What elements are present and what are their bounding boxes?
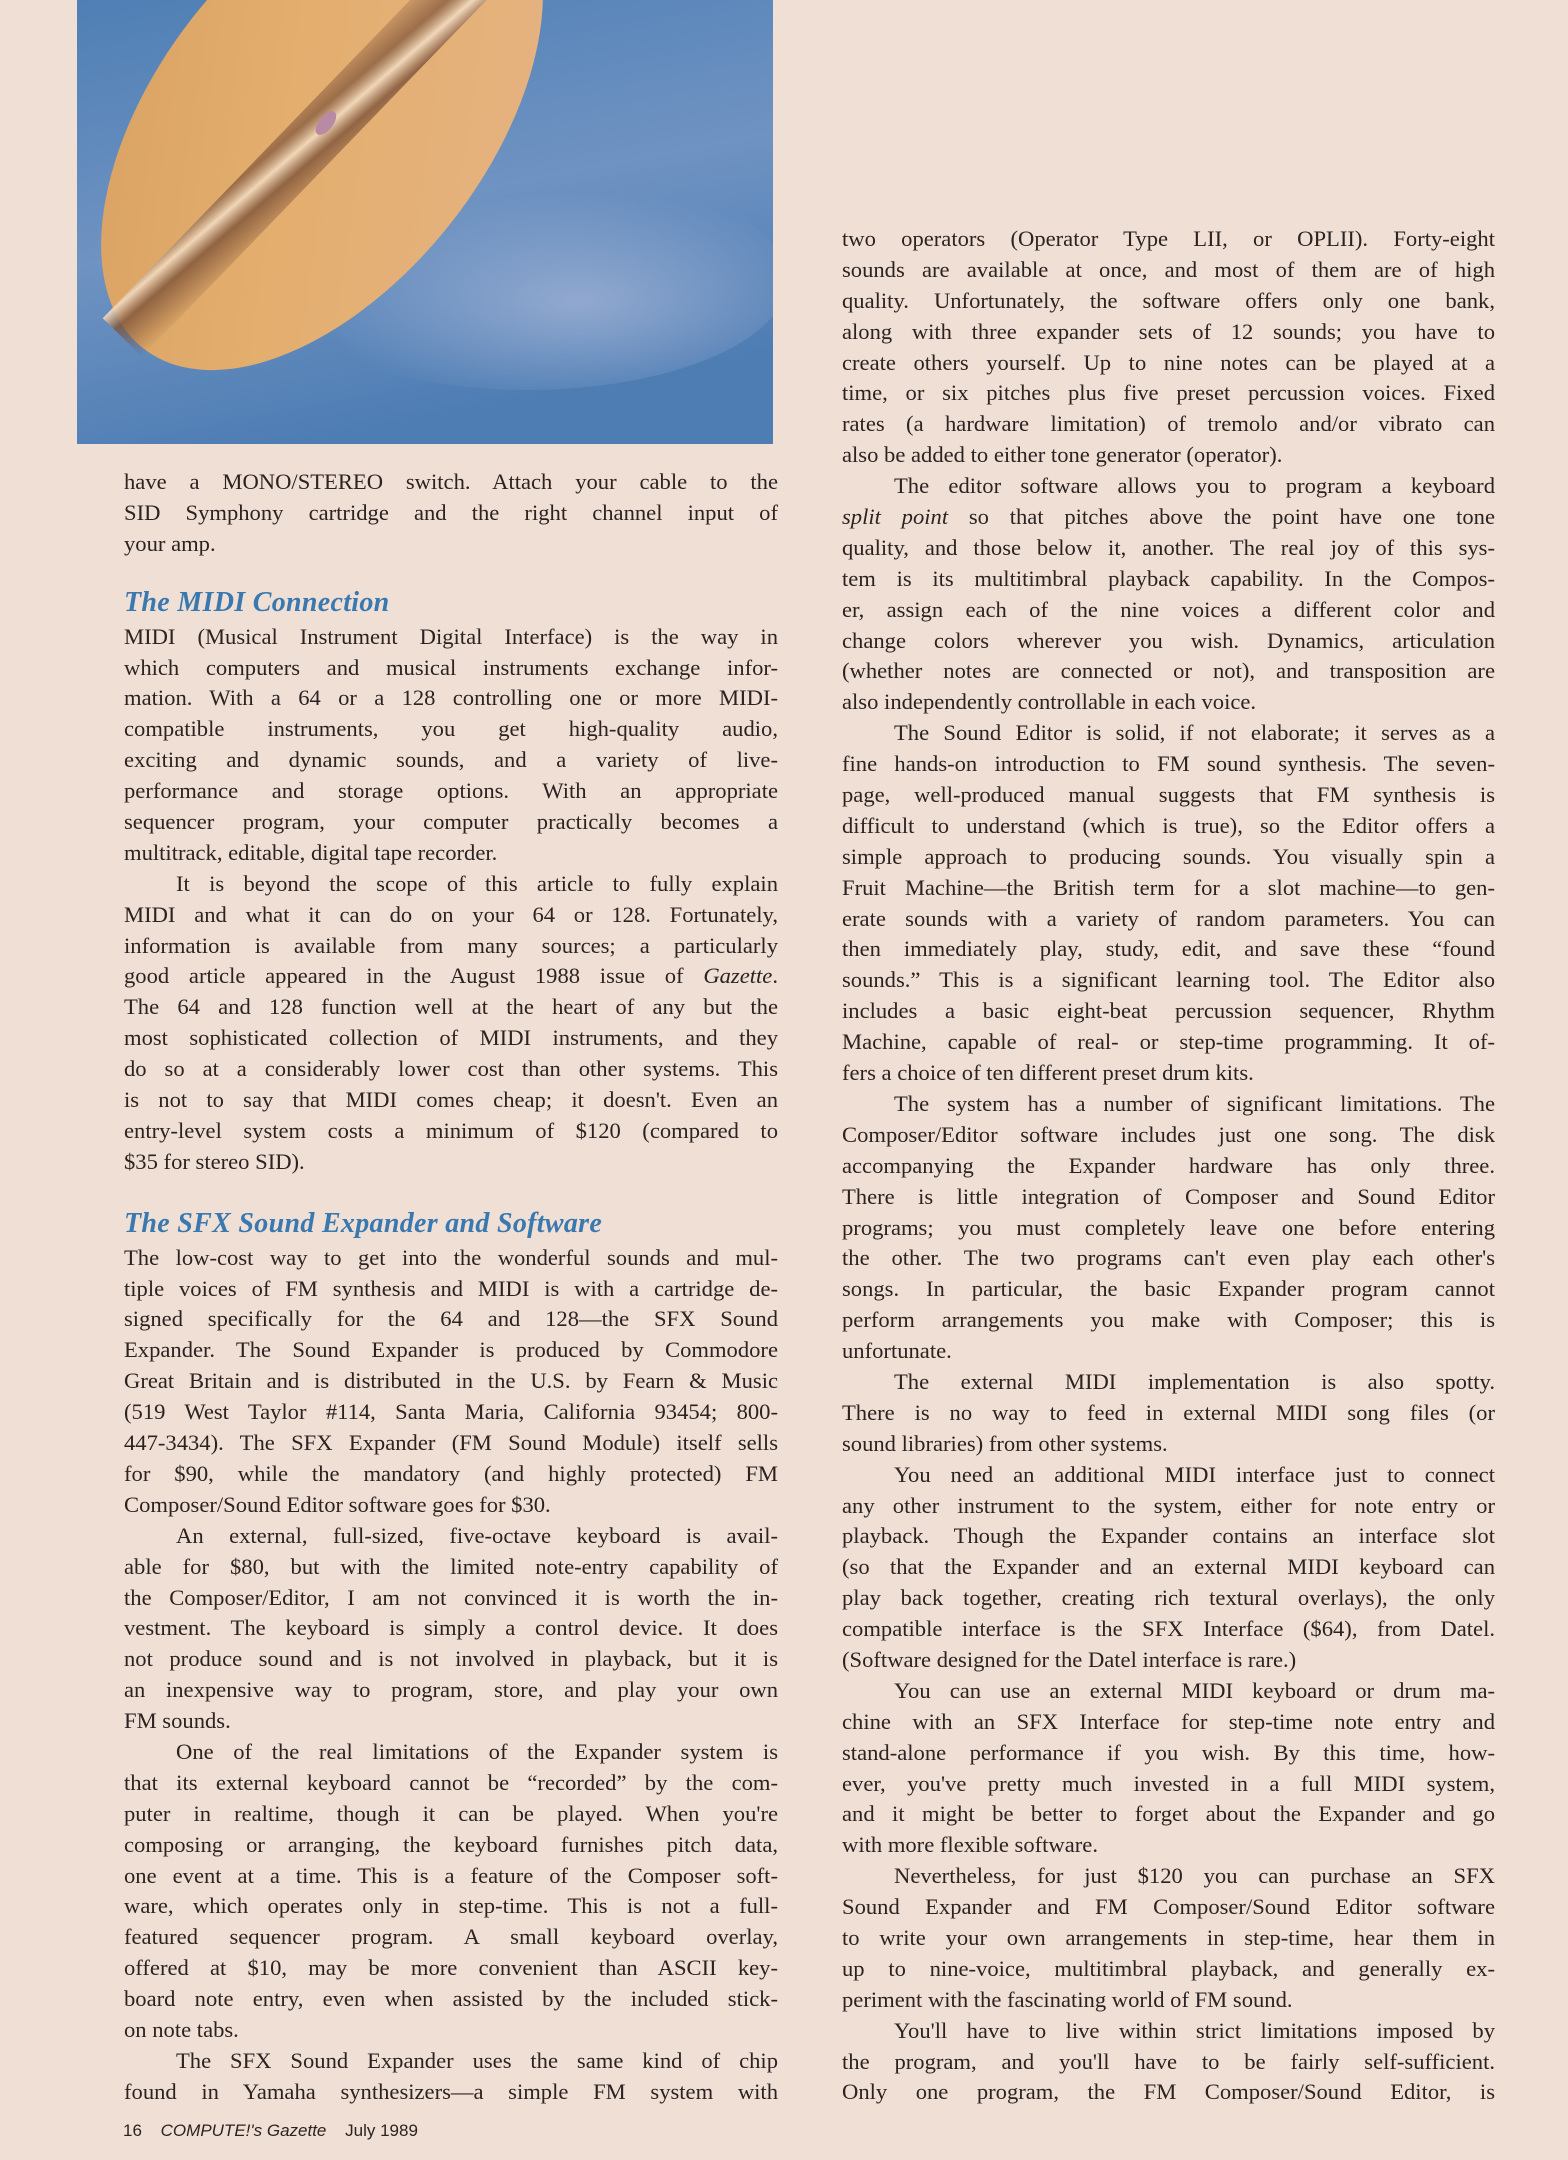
text-line: ware, which operates only in step-time. This is not a full-	[124, 1893, 778, 1919]
text-line: found in Yamaha synthesizers—a simple FM system with	[124, 2078, 778, 2104]
text-line: information is available from many sources; a particularly	[124, 932, 778, 958]
section-heading: The SFX Sound Expander and Software	[124, 1207, 603, 1239]
text-line: on note tabs.	[124, 2016, 239, 2042]
text-line: The system has a number of significant limitations. The	[894, 1090, 1495, 1116]
text-line: exciting and dynamic sounds, and a variety of live-	[124, 747, 778, 773]
paragraph	[842, 1460, 1495, 1676]
text-line: The low-cost way to get into the wonderful sounds and mul-	[124, 1244, 778, 1270]
text-line: SID Symphony cartridge and the right channel input of	[124, 499, 778, 525]
text-line: and it might be better to forget about the Expander and go	[842, 1801, 1495, 1827]
text-line: tem is its multitimbral playback capability. In the Compos-	[842, 565, 1495, 591]
text-line: You'll have to live within strict limitations imposed by	[894, 2017, 1495, 2043]
text-line: split point so that pitches above the point have one tone	[842, 504, 1496, 530]
text-line: able for $80, but with the limited note-entry capability of	[124, 1553, 778, 1579]
text-line: There is little integration of Composer and Sound Editor	[842, 1183, 1495, 1209]
text-line: sounds.” This is a significant learning tool. The Editor also	[842, 967, 1495, 993]
text-line: 447-3434). The SFX Expander (FM Sound Module) itself sells	[124, 1430, 778, 1456]
text-line: unfortunate.	[842, 1338, 952, 1364]
paragraph	[842, 224, 1495, 471]
text-line: change colors wherever you wish. Dynamics, articulation	[842, 627, 1495, 653]
text-line: for $90, while the mandatory (and highly protected) FM	[124, 1460, 778, 1486]
text-line: multitrack, editable, digital tape recorder.	[124, 839, 498, 865]
paragraph	[842, 718, 1495, 1089]
text-line: er, assign each of the nine voices a different color and	[842, 596, 1495, 622]
text-line: not produce sound and is not involved in playback, but it is	[124, 1646, 778, 1672]
paragraph	[124, 1243, 778, 1521]
text-line: erate sounds with a variety of random parameters. You can	[842, 905, 1495, 931]
text-line: along with three expander sets of 12 sounds; you have to	[842, 318, 1495, 344]
text-line: perform arrangements you make with Composer; this is	[842, 1307, 1495, 1333]
text-line: composing or arranging, the keyboard furnishes pitch data,	[124, 1831, 778, 1857]
text-line: It is beyond the scope of this article to fully explain	[176, 870, 778, 896]
text-line: (Software designed for the Datel interface is rare.)	[842, 1646, 1297, 1672]
text-line: programs; you must completely leave one before entering	[842, 1214, 1495, 1240]
text-line: songs. In particular, the basic Expander program cannot	[842, 1276, 1495, 1302]
text-line: mation. With a 64 or a 128 controlling one or more MIDI-	[124, 685, 778, 711]
text-line: You can use an external MIDI keyboard or drum ma-	[894, 1677, 1495, 1703]
text-line: quality. Unfortunately, the software offers only one bank,	[842, 287, 1495, 313]
text-line: sounds are available at once, and most of them are of high	[842, 256, 1495, 282]
text-line: the other. The two programs can't even play each other's	[842, 1245, 1495, 1271]
text-line: Composer/Editor software includes just one song. The disk	[842, 1121, 1495, 1147]
text-line: ever, you've pretty much invested in a full MIDI system,	[842, 1770, 1495, 1796]
text-line: also independently controllable in each voice.	[842, 689, 1257, 715]
paragraph	[842, 1367, 1495, 1460]
text-line: simple approach to producing sounds. You visually spin a	[842, 843, 1495, 869]
text-line: Fruit Machine—the British term for a slot machine—to gen-	[842, 874, 1495, 900]
text-line: accompanying the Expander hardware has only three.	[842, 1152, 1495, 1178]
paragraph	[842, 1089, 1495, 1367]
text-line: fine hands-on introduction to FM sound synthesis. The seven-	[842, 751, 1495, 777]
text-line: time, or six pitches plus five preset percussion voices. Fixed	[842, 380, 1495, 406]
paragraph	[124, 622, 778, 869]
text-line: Great Britain and is distributed in the U.S. by Fearn & Music	[124, 1368, 778, 1394]
page-number: 16	[123, 2121, 142, 2140]
text-line: create others yourself. Up to nine notes can be played at a	[842, 349, 1495, 375]
text-line: FM sounds.	[124, 1708, 231, 1734]
section-heading: The MIDI Connection	[124, 586, 390, 618]
text-line: which computers and musical instruments exchange infor-	[124, 654, 778, 680]
text-line: Only one program, the FM Composer/Sound Editor, is	[842, 2079, 1495, 2105]
text-line: up to nine-voice, multitimbral playback, and generally ex-	[842, 1955, 1495, 1981]
text-line: signed specifically for the 64 and 128—the SFX Sound	[124, 1306, 778, 1332]
cymbal-photo	[77, 0, 773, 444]
paragraph	[124, 1521, 778, 1737]
text-line: compatible interface is the SFX Interface ($64), from Datel.	[842, 1616, 1495, 1642]
text-line: is not to say that MIDI comes cheap; it doesn't. Even an	[124, 1087, 778, 1113]
text-line: Nevertheless, for just $120 you can purchase an SFX	[894, 1863, 1495, 1889]
paragraph	[124, 869, 778, 1178]
italic-text: Gazette	[703, 963, 773, 989]
text-line: An external, full-sized, five-octave keyboard is avail-	[176, 1522, 778, 1548]
text-line: (519 West Taylor #114, Santa Maria, California 93454; 800-	[124, 1399, 778, 1425]
page-footer	[123, 2121, 432, 2141]
text-line: Machine, capable of real- or step-time programming. It of-	[842, 1029, 1495, 1055]
text-line: one event at a time. This is a feature of the Composer soft-	[124, 1862, 778, 1888]
text-line: playback. Though the Expander contains an interface slot	[842, 1523, 1495, 1549]
text-line: Sound Expander and FM Composer/Sound Editor software	[842, 1894, 1495, 1920]
text-line: difficult to understand (which is true), so the Editor offers a	[842, 812, 1495, 838]
paragraph	[842, 2016, 1495, 2109]
text-line: good article appeared in the August 1988 issue of Gazette.	[124, 963, 778, 989]
text-line: to write your own arrangements in step-time, hear them in	[842, 1924, 1495, 1950]
text-line: Composer/Sound Editor software goes for $30.	[124, 1491, 551, 1517]
text-line: The Sound Editor is solid, if not elaborate; it serves as a	[894, 720, 1495, 746]
text-line: the program, and you'll have to be fairly self-sufficient.	[842, 2048, 1495, 2074]
text-line: MIDI (Musical Instrument Digital Interface) is the way in	[124, 623, 778, 649]
text-line: includes a basic eight-beat percussion sequencer, Rhythm	[842, 998, 1495, 1024]
text-line: You need an additional MIDI interface just to connect	[894, 1461, 1495, 1487]
text-line: periment with the fascinating world of FM sound.	[842, 1986, 1293, 2012]
text-line: offered at $10, may be more convenient than ASCII key-	[124, 1955, 778, 1981]
text-line: do so at a considerably lower cost than other systems. This	[124, 1056, 778, 1082]
text-line: two operators (Operator Type LII, or OPLII). Forty-eight	[842, 226, 1495, 251]
text-line: MIDI and what it can do on your 64 or 128. Fortunately,	[124, 901, 778, 927]
text-line: board note entry, even when assisted by the included stick-	[124, 1986, 778, 2012]
text-line: The editor software allows you to program a keyboard	[894, 473, 1495, 499]
text-line: chine with an SFX Interface for step-time note entry and	[842, 1708, 1495, 1734]
text-line: entry-level system costs a minimum of $120 (compared to	[124, 1117, 778, 1143]
text-line: rates (a hardware limitation) of tremolo and/or vibrato can	[842, 411, 1495, 437]
text-line: also be added to either tone generator (operator).	[842, 442, 1283, 468]
text-line: Expander. The Sound Expander is produced by Commodore	[124, 1337, 778, 1363]
text-line: quality, and those below it, another. The real joy of this sys-	[842, 534, 1495, 560]
text-line: stand-alone performance if you wish. By this time, how-	[842, 1739, 1495, 1765]
text-line: the Composer/Editor, I am not convinced it is worth the in-	[124, 1584, 778, 1610]
text-line: performance and storage options. With an appropriate	[124, 778, 778, 804]
text-line: (whether notes are connected or not), and transposition are	[842, 658, 1495, 684]
left-column	[124, 467, 778, 2108]
text-line: most sophisticated collection of MIDI instruments, and they	[124, 1025, 778, 1051]
paragraph	[124, 467, 778, 560]
text-line: vestment. The keyboard is simply a control device. It does	[124, 1615, 778, 1641]
text-line: with more flexible software.	[842, 1832, 1098, 1858]
text-line: The external MIDI implementation is also spotty.	[894, 1368, 1495, 1394]
text-line: There is no way to feed in external MIDI song files (or	[842, 1399, 1495, 1425]
text-line: (so that the Expander and an external MIDI keyboard can	[842, 1554, 1495, 1580]
text-line: $35 for stereo SID).	[124, 1148, 305, 1174]
text-line: featured sequencer program. A small keyboard overlay,	[124, 1924, 778, 1950]
right-column	[842, 224, 1495, 2108]
paragraph	[842, 1861, 1495, 2015]
text-line: page, well-produced manual suggests that FM synthesis is	[842, 782, 1495, 808]
text-line: The SFX Sound Expander uses the same kind of chip	[176, 2047, 778, 2073]
text-line: compatible instruments, you get high-quality audio,	[124, 716, 778, 742]
paragraph	[842, 1676, 1495, 1861]
issue-date: July 1989	[345, 2121, 418, 2140]
italic-text: split point	[842, 504, 949, 530]
text-line: sound libraries) from other systems.	[842, 1430, 1168, 1456]
text-line: One of the real limitations of the Expander system is	[176, 1738, 778, 1764]
text-line: fers a choice of ten different preset drum kits.	[842, 1060, 1254, 1086]
text-line: sequencer program, your computer practically becomes a	[124, 809, 778, 835]
text-line: an inexpensive way to program, store, and play your own	[124, 1677, 778, 1703]
text-line: puter in realtime, though it can be played. When you're	[124, 1800, 778, 1826]
text-line: that its external keyboard cannot be “recorded” by the com-	[124, 1769, 778, 1795]
paragraph	[124, 2046, 778, 2108]
text-line: tiple voices of FM synthesis and MIDI is with a cartridge de-	[124, 1275, 778, 1301]
text-line: your amp.	[124, 530, 216, 556]
text-line: The 64 and 128 function well at the heart of any but the	[124, 994, 778, 1020]
text-line: have a MONO/STEREO switch. Attach your cable to the	[124, 469, 778, 494]
paragraph	[124, 1737, 778, 2046]
text-line: play back together, creating rich textural overlays), the only	[842, 1585, 1495, 1611]
paragraph	[842, 471, 1495, 718]
magazine-name: COMPUTE!'s Gazette	[160, 2121, 327, 2140]
text-line: any other instrument to the system, either for note entry or	[842, 1492, 1495, 1518]
text-line: then immediately play, study, edit, and save these “found	[842, 936, 1495, 962]
